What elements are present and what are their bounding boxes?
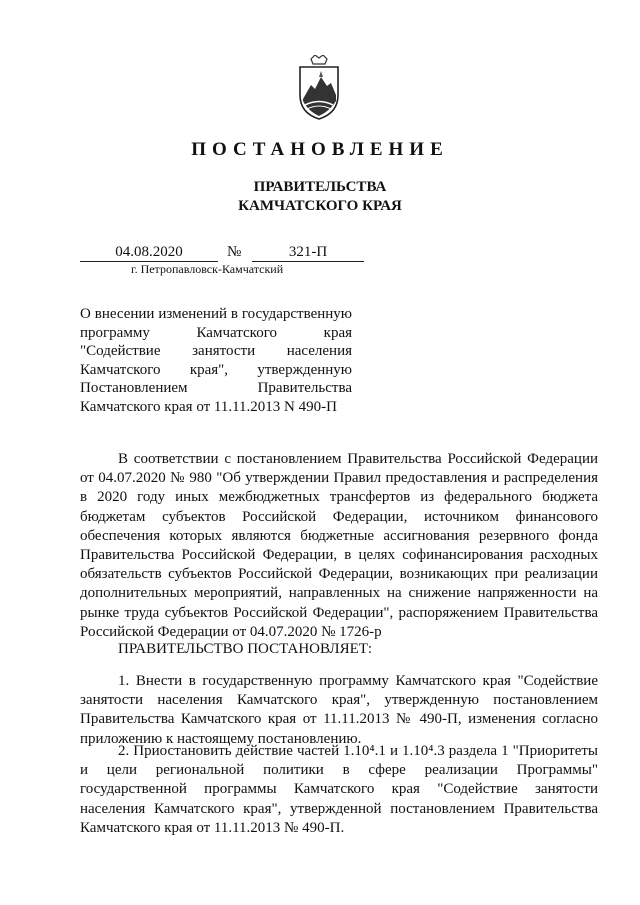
paragraph-line: Правительства Российской Федерации, в целях софинансирования расходных (80, 547, 598, 564)
paragraph-line: рынке труда субъектов Российской Федерации", распоряжением Правительства (80, 604, 598, 621)
paragraph-line: дополнительных мероприятий, направленных на снижение напряженности на (80, 585, 598, 602)
paragraph-line: обеспечения которых являются бюджетные ассигнования резервного фонда (80, 527, 598, 544)
issuing-authority (0, 178, 640, 216)
paragraph-line: от 04.07.2020 № 980 "Об утверждении Правил предоставления и распределения (80, 470, 598, 487)
issuing-authority-line: КАМЧАТСКОГО КРАЯ (238, 198, 402, 214)
paragraph-line: приложению к настоящему постановлению. (80, 730, 362, 747)
resolves-line: ПРАВИТЕЛЬСТВО ПОСТАНОВЛЯЕТ: (118, 641, 373, 657)
issuing-authority-line: ПРАВИТЕЛЬСТВА (253, 179, 387, 195)
document-title: ПОСТАНОВЛЕНИЕ (191, 139, 449, 160)
kamchatka-coat-of-arms-icon (297, 55, 341, 121)
subject-line: программу Камчатского края (80, 324, 352, 341)
paragraph-line: 1. Внести в государственную программу Камчатского края "Содействие (118, 673, 598, 689)
paragraph-line: Камчатского края от 11.11.2013 № 490-П. (80, 819, 345, 836)
item-1-paragraph (80, 672, 598, 749)
paragraph-line: в 2020 году иных межбюджетных трансфертов из федерального бюджета (80, 489, 598, 506)
paragraph-line: В соответствии с постановлением Правительства Российской Федерации (118, 451, 598, 467)
document-number: 321-П (252, 244, 364, 262)
paragraph-line: бюджетам субъектов Российской Федерации, источником финансового (80, 508, 598, 525)
subject-line: О внесении изменений в государственную (80, 306, 352, 322)
subject-line: Постановлением Правительства (80, 380, 352, 396)
resolution-heading (80, 640, 598, 659)
paragraph-line: обязательств субъектов Российской Федерации, возникающих при реализации (80, 566, 598, 583)
subject-line: Камчатского края от 11.11.2013 N 490-П (80, 398, 337, 415)
paragraph-line: Российской Федерации от 04.07.2020 № 1726-р (80, 623, 382, 640)
document-subject (80, 305, 352, 416)
paragraph-line: занятости населения Камчатского края", утвержденную постановлением (80, 692, 598, 709)
paragraph-line: и цели региональной политики в сфере реализации Программы" (80, 762, 598, 779)
city: г. Петропавловск-Камчатский (131, 262, 284, 276)
subject-line: Камчатского края", утвержденную (80, 361, 352, 378)
date-number-row (80, 244, 380, 264)
preamble-paragraph (80, 450, 598, 642)
paragraph-line: 2. Приостановить действие частей 1.10⁴.1 и 1.10⁴.3 раздела 1 "Приоритеты (118, 743, 598, 759)
paragraph-line: Правительства Камчатского края от 11.11.2013 № 490-П, изменения согласно (80, 711, 598, 728)
item-2-paragraph (80, 742, 598, 838)
paragraph-line: населения Камчатского края", утвержденной постановлением Правительства (80, 800, 598, 817)
paragraph-line: государственной программы Камчатского края "Содействие занятости (80, 781, 598, 798)
subject-line: "Содействие занятости населения (80, 343, 352, 359)
document-date: 04.08.2020 (80, 244, 218, 262)
number-sign: № (227, 244, 242, 260)
